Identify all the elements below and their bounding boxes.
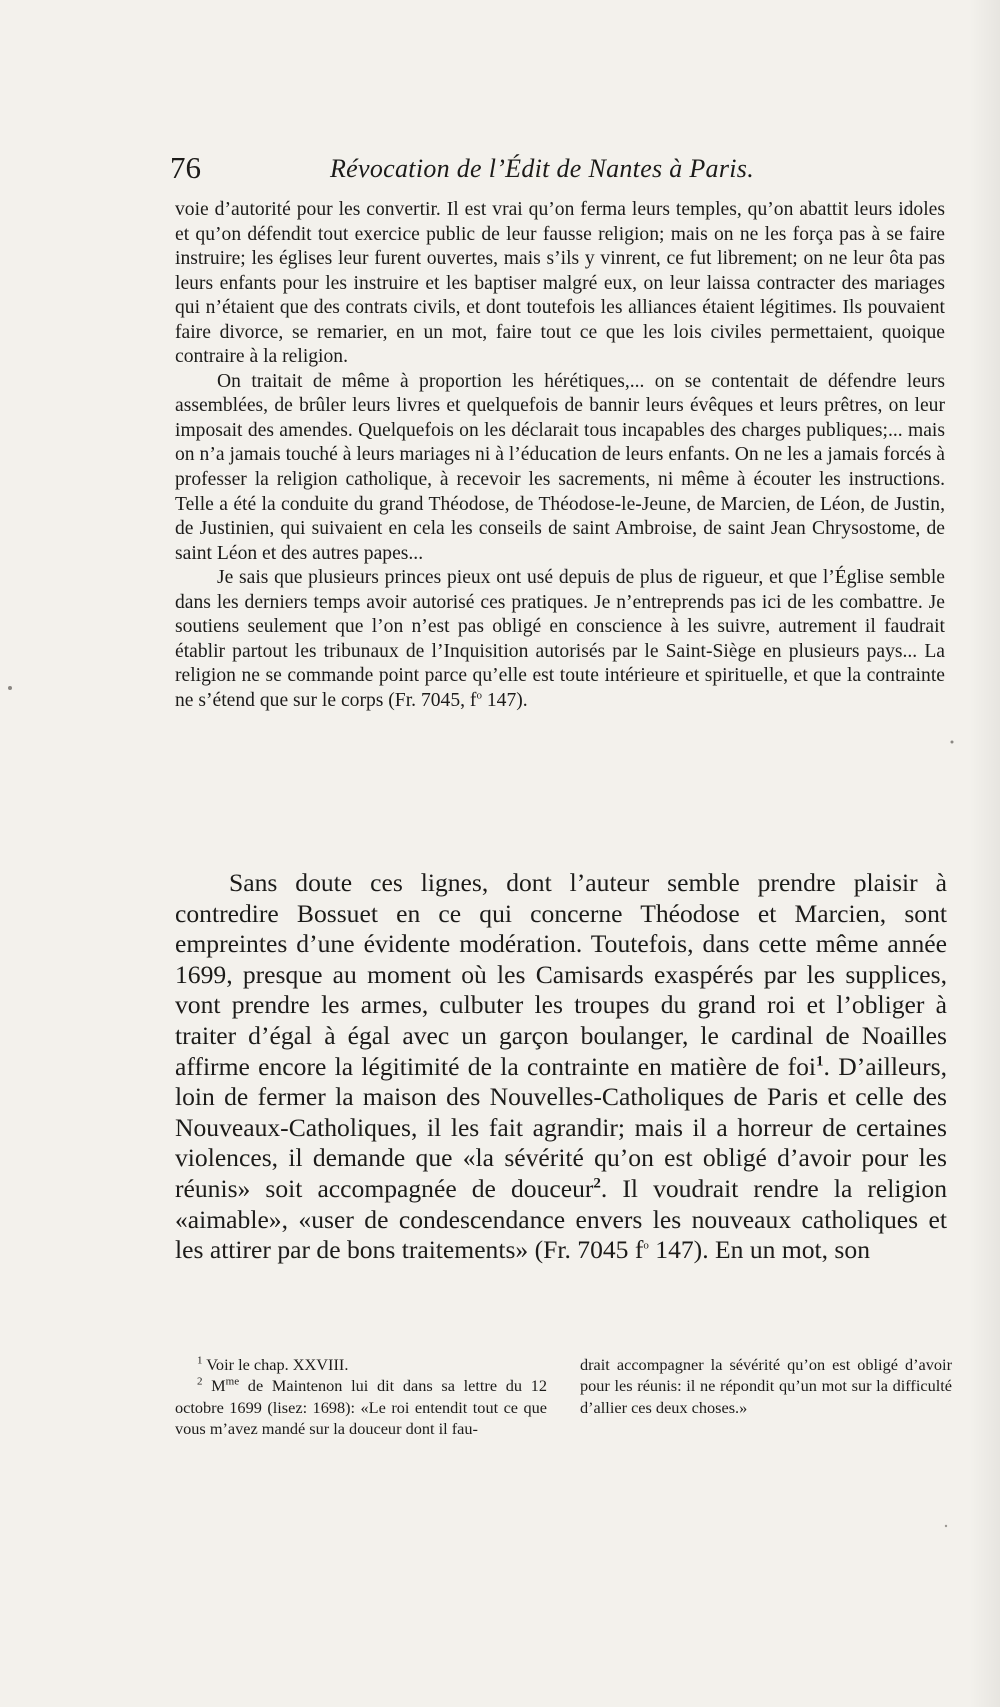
folio-superscript: o: [476, 689, 482, 702]
quote-paragraph-3-end: 147).: [481, 689, 528, 711]
footnote-1-marker: 1: [197, 1354, 203, 1367]
body-text-part-4: 147). En un mot, son: [648, 1235, 870, 1265]
body-text-part-3: . Il voudrait rendre la religion «aimable», «user de condescendance envers les nouveaux catholiques et les attirer par de bons traitements» (Fr. 7045 f: [175, 1173, 947, 1265]
body-text-part-2: . D’ailleurs, loin de fermer la maison des Nouvelles-Catholiques de Paris et celle des Nouveaux-Catholiques, il les fait agrandir; mais il a horreur de certaines violences, il demande que «la sévérité qu’on est obligé d’avoir pour les réunis» soit accompagnée de douceur: [175, 1051, 947, 1203]
footnote-2-continuation: drait accompagner la sévérité qu’on est obligé d’avoir pour les réunis: il ne répondit qu’un mot sur la difficulté d’allier ces deux choses.»: [580, 1355, 952, 1417]
speck: [8, 686, 12, 690]
footnote-reference-1: 1: [816, 1053, 824, 1070]
quote-paragraph-2: On traitait de même à proportion les hérétiques,... on se contentait de défendre leurs assemblées, de brûler leurs livres et quelquefois de bannir leurs évêques et leurs prêtres, on leur imposait des amendes. Quelquefois on les déclarait tous incapables des charges publiques;... mais on n’a jamais touché à leurs mariages ni à l’éducation de leurs enfants. On ne les a jamais forcés à professer la religion catholique, à recevoir les sacrements, ni même à écouter les instructions. Telle a été la conduite du grand Théodose, de Théodose-le-Jeune, de Marcien, de Léon, de Justin, de Justinien, qui suivaient en cela les conseils de saint Ambroise, de saint Jean Chrysostome, de saint Léon et des autres papes...: [175, 370, 945, 564]
speck: [945, 1525, 947, 1527]
quote-paragraph-3-text: Je sais que plusieurs princes pieux ont usé depuis de plus de rigueur, et que l’Église semble dans les derniers temps avoir autorisé ces pratiques. Je n’entreprends pas ici de les combattre. Je soutiens seulement que l’on n’est pas obligé en conscience à les suivre, autrement il faudrait établir partout les tribunaux de l’Inquisition autorisés par le Saint-Siège en plusieurs pays... La religion ne se commande point parce qu’elle est toute intérieure et spirituelle, et que la contrainte ne s’étend que sur le corps (Fr. 7045, f: [175, 567, 945, 711]
footnote-2-text: de Maintenon lui dit dans sa lettre du 12 octobre 1699 (lisez: 1698): «Le roi entendit tout ce que vous m’avez mandé sur la douceur dont il fau-: [175, 1376, 547, 1439]
footnote-reference-2: 2: [593, 1175, 601, 1192]
running-title: Révocation de l’Édit de Nantes à Paris.: [330, 154, 755, 183]
page-number: 76: [170, 150, 201, 185]
quote-paragraph-1: voie d’autorité pour les convertir. Il est vrai qu’on ferma leurs temples, qu’on abattit leurs idoles et qu’on défendit tout exercice public de leur fausse religion; mais on ne les força pas à se faire instruire; les églises leur furent ouvertes, mais s’ils y vinrent, ce fut librement; on ne leur ôta pas leurs enfants pour les instruire et les baptiser malgré eux, on leur laissa contracter des mariages qui n’étaient que des contrats civils, et dont toutefois les alliances étaient légitimes. Ils pouvaient faire divorce, se remarier, en un mot, faire tout ce que les lois civiles permettaient, quoique contraire à la religion.: [175, 199, 945, 368]
speck: [951, 741, 954, 744]
footnote-2-prefix: M: [202, 1376, 226, 1396]
folio-superscript: o: [643, 1239, 649, 1252]
footnote-2-superscript: me: [225, 1375, 240, 1388]
footnote-1-text: Voir le chap. XXVIII.: [202, 1355, 349, 1374]
body-text-part-1: Sans doute ces lignes, dont l’auteur semble prendre plaisir à contredire Bossuet en ce qui concerne Théodose et Marcien, sont empreintes d’une évidente modération. Toutefois, dans cette même année 1699, presque au moment où les Camisards exaspérés par les supplices, vont prendre les armes, culbuter les troupes du grand roi et l’obliger à traiter d’égal à égal avec un garçon boulanger, le cardinal de Noailles affirme encore la légitimité de la contrainte en matière de foi: [175, 868, 947, 1081]
footnote-2-marker: 2: [197, 1375, 203, 1388]
